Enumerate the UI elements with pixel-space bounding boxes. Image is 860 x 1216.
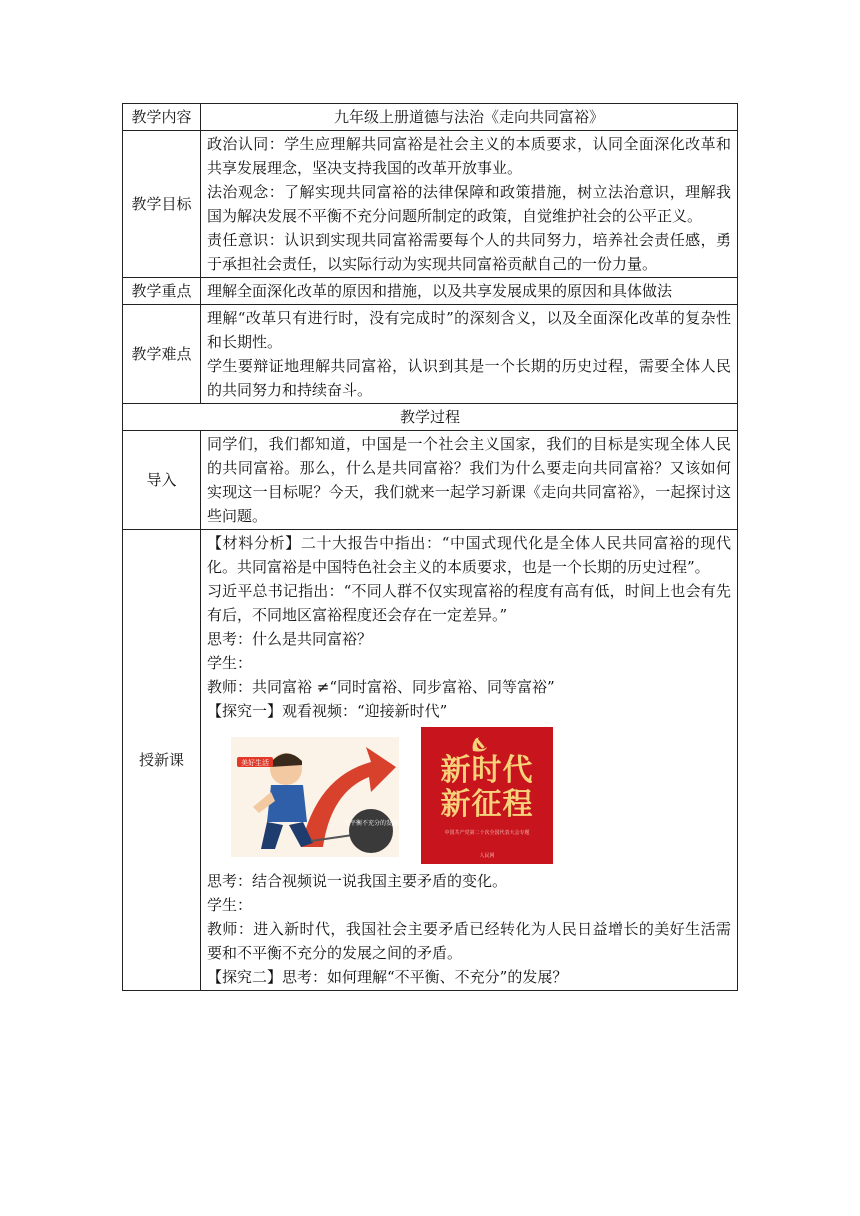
cartoon-illustration — [231, 737, 399, 857]
poster-image — [421, 727, 553, 864]
think-1: 思考：什么是共同富裕？ — [207, 630, 373, 648]
poster-title-line1: 新时代 — [440, 753, 534, 788]
row-content — [123, 104, 738, 131]
think-2: 思考：结合视频说一说我国主要矛盾的变化。 — [207, 872, 508, 890]
row-goals — [123, 131, 738, 278]
row-new-lesson — [123, 530, 738, 991]
lesson-title: 九年级上册道德与法治《走向共同富裕》 — [201, 104, 738, 131]
teacher-2: 教师：进入新时代，我国社会主要矛盾已经转化为人民日益增长的美好生活需要和不平衡不充分的发展之间的矛盾。 — [207, 920, 731, 962]
label-new-lesson: 授新课 — [123, 530, 201, 991]
difficulty-2: 学生要辩证地理解共同富裕，认识到其是一个长期的历史过程，需要全体人民的共同努力和持续奋斗。 — [207, 357, 731, 399]
student-1: 学生： — [207, 654, 253, 672]
explore-1: 【探究一】观看视频：“迎接新时代” — [207, 702, 448, 720]
difficulty-1: 理解“改革只有进行时，没有完成时”的深刻含义，以及全面深化改革的复杂性和长期性。 — [207, 309, 731, 351]
goals-cell — [201, 131, 738, 278]
label-content: 教学内容 — [123, 104, 201, 131]
images-row — [207, 727, 731, 869]
label-intro: 导入 — [123, 431, 201, 530]
hammer-sickle-icon — [469, 733, 491, 755]
process-header: 教学过程 — [123, 404, 738, 431]
key-points-cell — [201, 278, 738, 305]
row-key-points — [123, 278, 738, 305]
explore-2: 【探究二】思考：如何理解“不平衡、不充分”的发展？ — [207, 968, 568, 986]
new-lesson-cell — [201, 530, 738, 991]
intro-text: 同学们，我们都知道，中国是一个社会主义国家，我们的目标是实现全体人民的共同富裕。那么，什么是共同富裕？我们为什么要走向共同富裕？又该如何实现这一目标呢？今天，我们就来一起学习新课《走向共同富裕》，一起探讨这些问题。 — [207, 435, 731, 525]
poster-title-line2: 新征程 — [440, 787, 534, 822]
poster-subtitle: 中国共产党第二十次全国代表大会专题 — [444, 830, 530, 836]
goal-responsibility: 责任意识：认识到实现共同富裕需要每个人的共同努力，培养社会责任感，勇于承担社会责任，以实际行动为实现共同富裕贡献自己的一份力量。 — [207, 231, 731, 273]
label-difficulties: 教学难点 — [123, 305, 201, 404]
goal-political: 政治认同：学生应理解共同富裕是社会主义的本质要求，认同全面深化改革和共享发展理念，坚决支持我国的改革开放事业。 — [207, 135, 731, 177]
goal-legal: 法治观念：了解实现共同富裕的法律保障和政策措施，树立法治意识，理解我国为解决发展不平衡不充分问题所制定的政策，自觉维护社会的公平正义。 — [207, 183, 731, 225]
ball-text: 不平衡不充分的发展 — [343, 820, 399, 827]
row-intro — [123, 431, 738, 530]
xi-quote: 习近平总书记指出：“不同人群不仅实现富裕的程度有高有低，时间上也会有先有后，不同地区富裕程度还会存在一定差异。” — [207, 582, 731, 624]
label-key-points: 教学重点 — [123, 278, 201, 305]
intro-cell — [201, 431, 738, 530]
row-process-header — [123, 404, 738, 431]
difficulties-cell — [201, 305, 738, 404]
material-analysis: 【材料分析】二十大报告中指出：“中国式现代化是全体人民共同富裕的现代化。共同富裕是中国特色社会主义的本质要求，也是一个长期的历史过程”。 — [207, 534, 731, 576]
headband-text: 美好生活 — [241, 759, 269, 767]
row-difficulties — [123, 305, 738, 404]
key-points-text: 理解全面深化改革的原因和措施，以及共享发展成果的原因和具体做法 — [207, 282, 673, 300]
cartoon-svg — [231, 737, 399, 857]
lesson-plan-table — [122, 103, 738, 991]
student-2: 学生： — [207, 896, 253, 914]
teacher-1: 教师：共同富裕 ≠“同时富裕、同步富裕、同等富裕” — [207, 678, 555, 696]
label-goals: 教学目标 — [123, 131, 201, 278]
poster-footer: 人民网 — [479, 853, 495, 859]
